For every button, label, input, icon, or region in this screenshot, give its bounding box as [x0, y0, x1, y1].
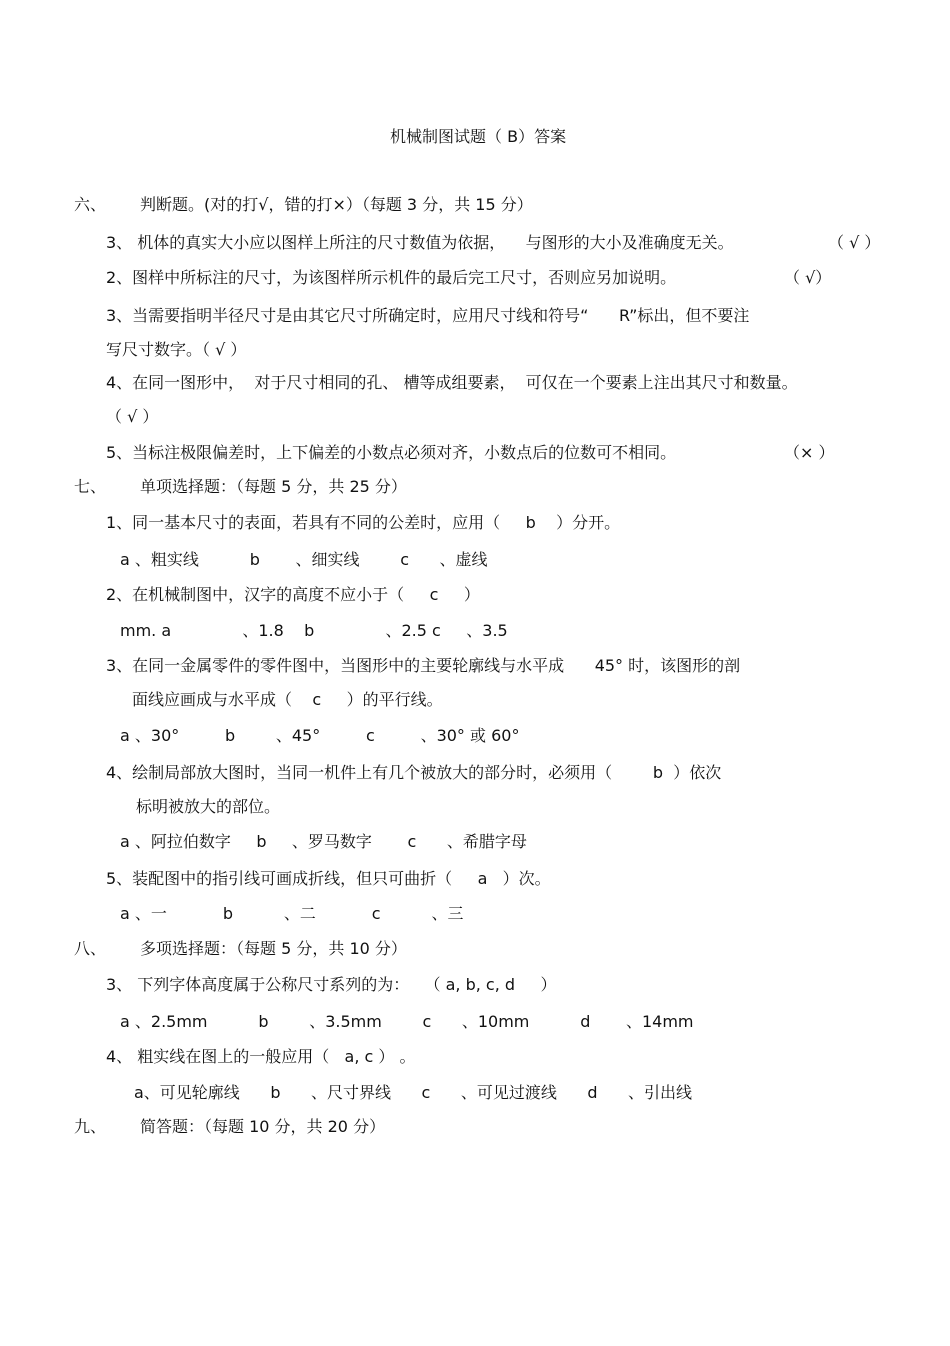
s7-q5-text: 5、装配图中的指引线可画成折线，但只可曲折（ a ）次。: [106, 869, 551, 888]
s7-q1-text: 1、同一基本尺寸的表面，若具有不同的公差时，应用（ b ）分开。: [106, 513, 621, 532]
s6-q5-answer: （× ）: [784, 443, 835, 462]
s6-q3b-line1: 3、当需要指明半径尺寸是由其它尺寸所确定时，应用尺寸线和符号“ R”标出，但不要注: [106, 306, 750, 325]
s6-q3b-line2: 写尺寸数字。（ √ ）: [106, 340, 247, 359]
section-9-heading: 简答题：（每题 10 分，共 20 分）: [140, 1117, 386, 1136]
s7-q3-line1: 3、在同一金属零件的零件图中，当图形中的主要轮廓线与水平成 45° 时，该图形的剖: [106, 656, 741, 675]
s7-q4-line2: 标明被放大的部位。: [136, 797, 281, 816]
s8-q4-options: a、可见轮廓线 b 、尺寸界线 c 、可见过渡线 d 、引出线: [134, 1083, 693, 1102]
section-8-number: 八、: [74, 939, 107, 958]
section-6-number: 六、: [74, 195, 107, 214]
s7-q5-options: a 、一 b 、二 c 、三: [120, 904, 464, 923]
s7-q2-text: 2、在机械制图中，汉字的高度不应小于（ c ）: [106, 585, 480, 604]
s6-q4-line2: （ √ ）: [106, 407, 159, 426]
s7-q4-line1: 4、绘制局部放大图时，当同一机件上有几个被放大的部分时，必须用（ b ）依次: [106, 763, 722, 782]
s8-q4-text: 4、 粗实线在图上的一般应用（ a, c ） 。: [106, 1047, 416, 1066]
s6-q3-answer: （ √ ）: [828, 233, 881, 252]
section-7-heading: 单项选择题：（每题 5 分，共 25 分）: [140, 477, 407, 496]
s7-q3-line2: 面线应画成与水平成（ c ）的平行线。: [132, 690, 443, 709]
section-6-heading: 判断题。(对的打√，错的打×）（每题 3 分，共 15 分）: [140, 195, 533, 214]
s8-q3-options: a 、2.5mm b 、3.5mm c 、10mm d 、14mm: [120, 1012, 694, 1031]
s7-q4-options: a 、阿拉伯数字 b 、罗马数字 c 、希腊字母: [120, 832, 527, 851]
section-8-heading: 多项选择题：（每题 5 分，共 10 分）: [140, 939, 407, 958]
s6-q4-line1: 4、在同一图形中， 对于尺寸相同的孔、 槽等成组要素， 可仅在一个要素上注出其尺寸和数量。: [106, 373, 798, 392]
s7-q1-options: a 、粗实线 b 、细实线 c 、虚线: [120, 550, 488, 569]
s8-q3-text: 3、 下列字体高度属于公称尺寸系列的为： （ a, b, c, d ）: [106, 975, 557, 994]
s6-q5-text: 5、当标注极限偏差时，上下偏差的小数点必须对齐，小数点后的位数可不相同。: [106, 443, 677, 462]
s6-q3-text: 3、 机体的真实大小应以图样上所注的尺寸数值为依据， 与图形的大小及准确度无关。: [106, 233, 734, 252]
section-9-number: 九、: [74, 1117, 107, 1136]
section-7-number: 七、: [74, 477, 107, 496]
s6-q2-answer: （ √）: [784, 268, 832, 287]
s6-q2-text: 2、图样中所标注的尺寸，为该图样所示机件的最后完工尺寸，否则应另加说明。: [106, 268, 677, 287]
s7-q3-options: a 、30° b 、45° c 、30° 或 60°: [120, 726, 520, 745]
page-title: 机械制图试题（ B）答案: [390, 127, 567, 146]
s7-q2-options: mm. a 、1.8 b 、2.5 c 、3.5: [120, 621, 508, 640]
